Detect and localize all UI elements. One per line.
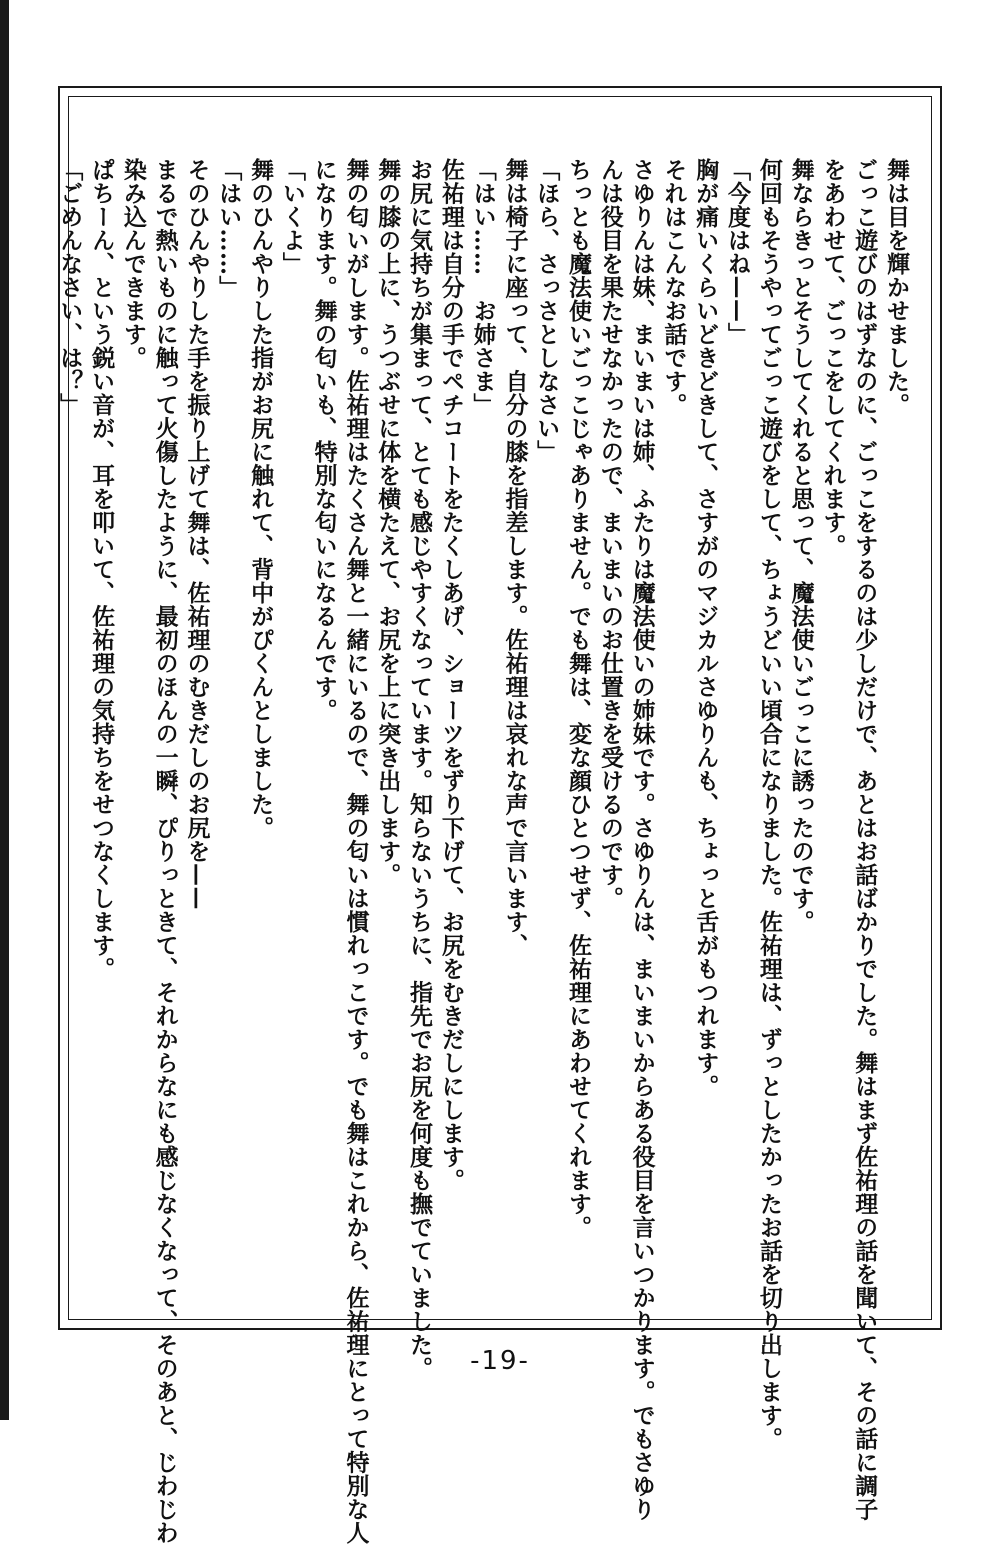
text-line: ごっこ遊びのはずなのに、ごっこをするのは少しだけで、あとはお話ばかりでした。舞はまず佐祐理の話を聞いて、その話に調子	[851, 158, 879, 1521]
text-line: そのひんやりした手を振り上げて舞は、佐祐理のむきだしのお尻を——	[183, 158, 211, 910]
text-line: 「ごめんなさい、は？」	[56, 158, 84, 417]
text-line: さゆりんは妹、まいまいは姉、ふたりは魔法使いの姉妹です。さゆりんは、まいまいからある役目を言いつかります。でもさゆり	[628, 158, 656, 1521]
text-line: 「いくよ」	[278, 158, 306, 276]
text-line: 舞ならきっとそうしてくれると思って、魔法使いごっこに誘ったのです。	[787, 158, 815, 934]
text-line: 「はい…… お姉さま」	[469, 158, 497, 417]
text-line: ちっとも魔法使いごっこじゃありません。でも舞は、変な顔ひとつせず、佐祐理にあわせてくれます。	[565, 158, 593, 1239]
page-number: -19-	[470, 1346, 530, 1376]
text-line: 「ほら、さっさとしなさい」	[533, 158, 561, 464]
left-edge-rule	[0, 0, 14, 1420]
text-line: 佐祐理は自分の手でペチコートをたくしあげ、ショーツをずり下げて、お尻をむきだしにします。	[437, 158, 465, 1192]
text-line: をあわせて、ごっこをしてくれます。	[819, 158, 847, 558]
text-line: 「はい……」	[215, 158, 243, 299]
text-line: まるで熱いものに触って火傷したように、最初のほんの一瞬、ぴりっときて、それからなにも感じなくなって、そのあと、じわじわ	[151, 158, 179, 1545]
text-line: 舞の匂いがします。佐祐理はたくさん舞と一緒にいるので、舞の匂いは慣れっこです。でも舞はこれから、佐祐理にとって特別な人	[342, 158, 370, 1545]
text-line: それはこんなお話です。	[660, 158, 688, 417]
text-line: 舞は目を輝かせました。	[883, 158, 910, 417]
text-line: 染み込んできます。	[119, 158, 147, 370]
text-line: お尻に気持ちが集まって、とても感じやすくなっています。知らないうちに、指先でお尻を何度も撫でていました。	[406, 158, 434, 1380]
text-line: になります。舞の匂いも、特別な匂いになるんです。	[310, 158, 338, 722]
text-line: 舞のひんやりした指がお尻に触れて、背中がぴくんとしました。	[247, 158, 275, 840]
text-line: んは役目を果たせなかったので、まいまいのお仕置きを受けるのです。	[596, 158, 624, 910]
text-line: 舞の膝の上に、うつぶせに体を横たえて、お尻を上に突き出します。	[374, 158, 402, 887]
text-line: ぱちーん、という鋭い音が、耳を叩いて、佐祐理の気持ちをせつなくします。	[88, 158, 116, 981]
text-line: 胸が痛いくらいどきどきして、さすがのマジカルさゆりんも、ちょっと舌がもつれます。	[692, 158, 720, 1098]
text-line: 何回もそうやってごっこ遊びをして、ちょうどいい頃合になりました。佐祐理は、ずっとしたかったお話を切り出します。	[755, 158, 783, 1451]
text-line: 舞は椅子に座って、自分の膝を指差します。佐祐理は哀れな声で言います、	[501, 158, 529, 957]
text-line: 「今度はね——」	[724, 158, 752, 346]
